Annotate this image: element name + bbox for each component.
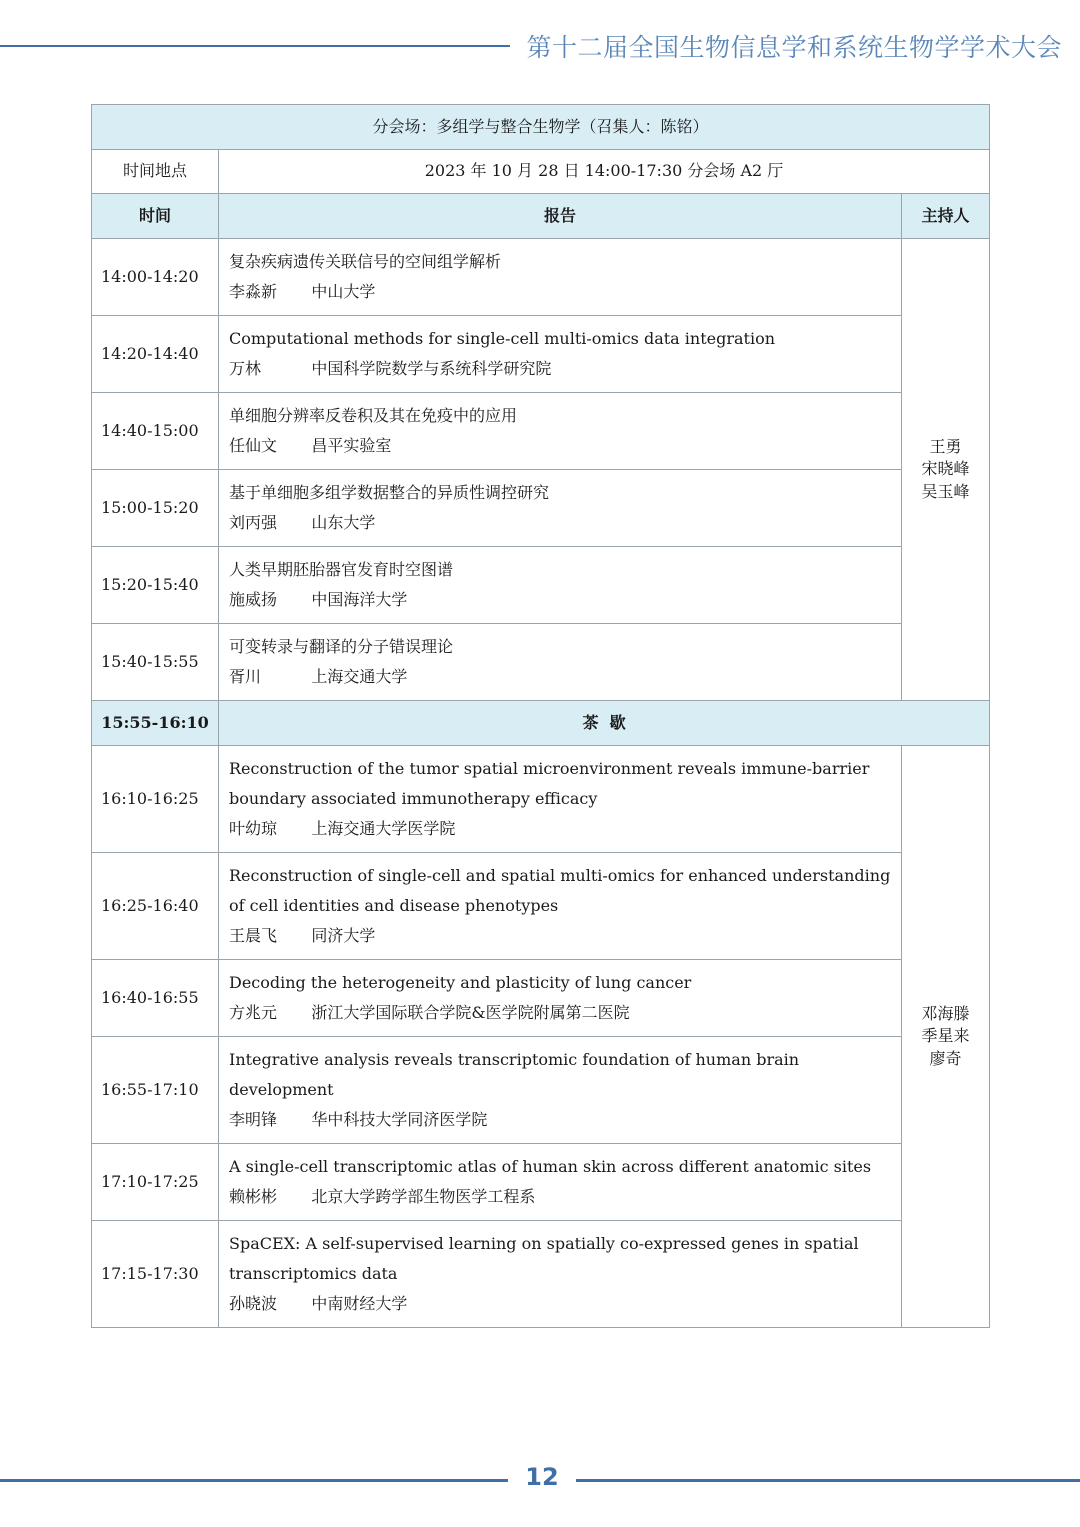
talk-speaker-line [229,1289,891,1319]
talk-speaker-line [229,508,891,538]
talk-cell [219,316,902,393]
speaker-name: 胥川 [229,667,262,686]
talk-row [92,746,990,853]
host-cell [902,746,990,1328]
talk-time: 14:40-15:00 [92,393,219,470]
talk-speaker-line [229,585,891,615]
speaker-name: 刘丙强 [229,513,278,532]
page-number: 12 [525,1463,559,1491]
talk-cell [219,547,902,624]
column-header-host: 主持人 [902,194,990,239]
schedule-table [91,104,990,1328]
talk-cell [219,1221,902,1328]
host-name: 吴玉峰 [921,481,970,501]
speaker-affiliation: 中国海洋大学 [311,590,408,609]
talk-time: 16:25-16:40 [92,853,219,960]
session-title: 分会场：多组学与整合生物学（召集人：陈铭） [92,105,990,150]
talk-row [92,853,990,960]
conference-title: 第十二届全国生物信息学和系统生物学学术大会 [526,33,1062,62]
host-name: 季星来 [921,1026,970,1046]
talk-time: 15:40-15:55 [92,624,219,701]
speaker-name: 任仙文 [229,436,278,455]
session-title-row [92,105,990,150]
talk-title: Decoding the heterogeneity and plasticity of lung cancer [229,973,692,992]
host-name: 廖奇 [929,1048,962,1068]
talk-title: A single-cell transcriptomic atlas of human skin across different anatomic sites [229,1157,872,1176]
speaker-affiliation: 同济大学 [311,926,376,945]
talk-speaker-line [229,277,891,307]
talk-row [92,624,990,701]
header-rule [0,45,510,47]
break-label: 茶 歇 [219,701,990,746]
host-name: 王勇 [929,436,962,456]
speaker-name: 方兆元 [229,1003,278,1022]
speaker-affiliation: 上海交通大学 [311,667,408,686]
talk-time: 16:55-17:10 [92,1037,219,1144]
talk-speaker-line [229,431,891,461]
talk-time: 14:20-14:40 [92,316,219,393]
talk-speaker-line [229,998,891,1028]
talk-row [92,316,990,393]
talk-time: 16:10-16:25 [92,746,219,853]
talk-speaker-line [229,662,891,692]
column-header-row [92,194,990,239]
talk-title: Reconstruction of single-cell and spatial multi-omics for enhanced understanding of cell identities and disease phenotypes [229,866,891,915]
break-row [92,701,990,746]
talk-title: SpaCEX: A self-supervised learning on spatially co-expressed genes in spatial transcriptomics data [229,1234,859,1283]
speaker-name: 李淼新 [229,282,278,301]
talk-title: 可变转录与翻译的分子错误理论 [229,637,454,656]
talk-title: 基于单细胞多组学数据整合的异质性调控研究 [229,483,550,502]
speaker-affiliation: 北京大学跨学部生物医学工程系 [311,1187,536,1206]
speaker-affiliation: 中南财经大学 [311,1294,408,1313]
column-header-time: 时间 [92,194,219,239]
speaker-name: 叶幼琼 [229,819,278,838]
talk-time: 15:00-15:20 [92,470,219,547]
speaker-name: 王晨飞 [229,926,278,945]
talk-row [92,470,990,547]
talk-title: 人类早期胚胎器官发育时空图谱 [229,560,454,579]
speaker-affiliation: 上海交通大学医学院 [311,819,456,838]
talk-time: 15:20-15:40 [92,547,219,624]
talk-row [92,239,990,316]
talk-cell [219,960,902,1037]
talk-row [92,1037,990,1144]
talk-cell [219,393,902,470]
footer-rule-right [576,1479,1080,1482]
talk-title: Integrative analysis reveals transcriptomic foundation of human brain development [229,1050,800,1099]
talk-title: Computational methods for single-cell multi-omics data integration [229,329,776,348]
talk-row [92,1221,990,1328]
speaker-name: 赖彬彬 [229,1187,278,1206]
speaker-name: 孙晓波 [229,1294,278,1313]
column-header-report: 报告 [219,194,902,239]
break-time: 15:55-16:10 [92,701,219,746]
talk-cell [219,239,902,316]
speaker-affiliation: 昌平实验室 [311,436,392,455]
venue-value: 2023 年 10 月 28 日 14:00-17:30 分会场 A2 厅 [219,150,990,194]
talk-speaker-line [229,1105,891,1135]
talk-cell [219,746,902,853]
venue-label: 时间地点 [92,150,219,194]
venue-row [92,150,990,194]
talk-time: 17:15-17:30 [92,1221,219,1328]
talk-speaker-line [229,354,891,384]
speaker-affiliation: 中山大学 [311,282,376,301]
talk-time: 17:10-17:25 [92,1144,219,1221]
speaker-affiliation: 中国科学院数学与系统科学研究院 [311,359,552,378]
speaker-name: 李明锋 [229,1110,278,1129]
talk-cell [219,624,902,701]
footer-rule-left [0,1479,508,1482]
talk-time: 16:40-16:55 [92,960,219,1037]
talk-speaker-line [229,814,891,844]
talk-speaker-line [229,921,891,951]
host-name: 宋晓峰 [921,459,970,479]
host-name: 邓海滕 [921,1003,970,1023]
talk-row [92,547,990,624]
talk-row [92,1144,990,1221]
talk-title: 单细胞分辨率反卷积及其在免疫中的应用 [229,406,518,425]
speaker-name: 万林 [229,359,262,378]
talk-time: 14:00-14:20 [92,239,219,316]
speaker-affiliation: 浙江大学国际联合学院&医学院附属第二医院 [311,1003,630,1022]
talk-cell [219,1144,902,1221]
talk-row [92,960,990,1037]
talk-cell [219,1037,902,1144]
talk-cell [219,853,902,960]
talk-speaker-line [229,1182,891,1212]
speaker-name: 施威扬 [229,590,278,609]
speaker-affiliation: 华中科技大学同济医学院 [311,1110,488,1129]
talk-title: 复杂疾病遗传关联信号的空间组学解析 [229,252,502,271]
talk-cell [219,470,902,547]
speaker-affiliation: 山东大学 [311,513,376,532]
talk-row [92,393,990,470]
talk-title: Reconstruction of the tumor spatial microenvironment reveals immune-barrier boundary associated immunotherapy efficacy [229,759,870,808]
host-cell [902,239,990,701]
